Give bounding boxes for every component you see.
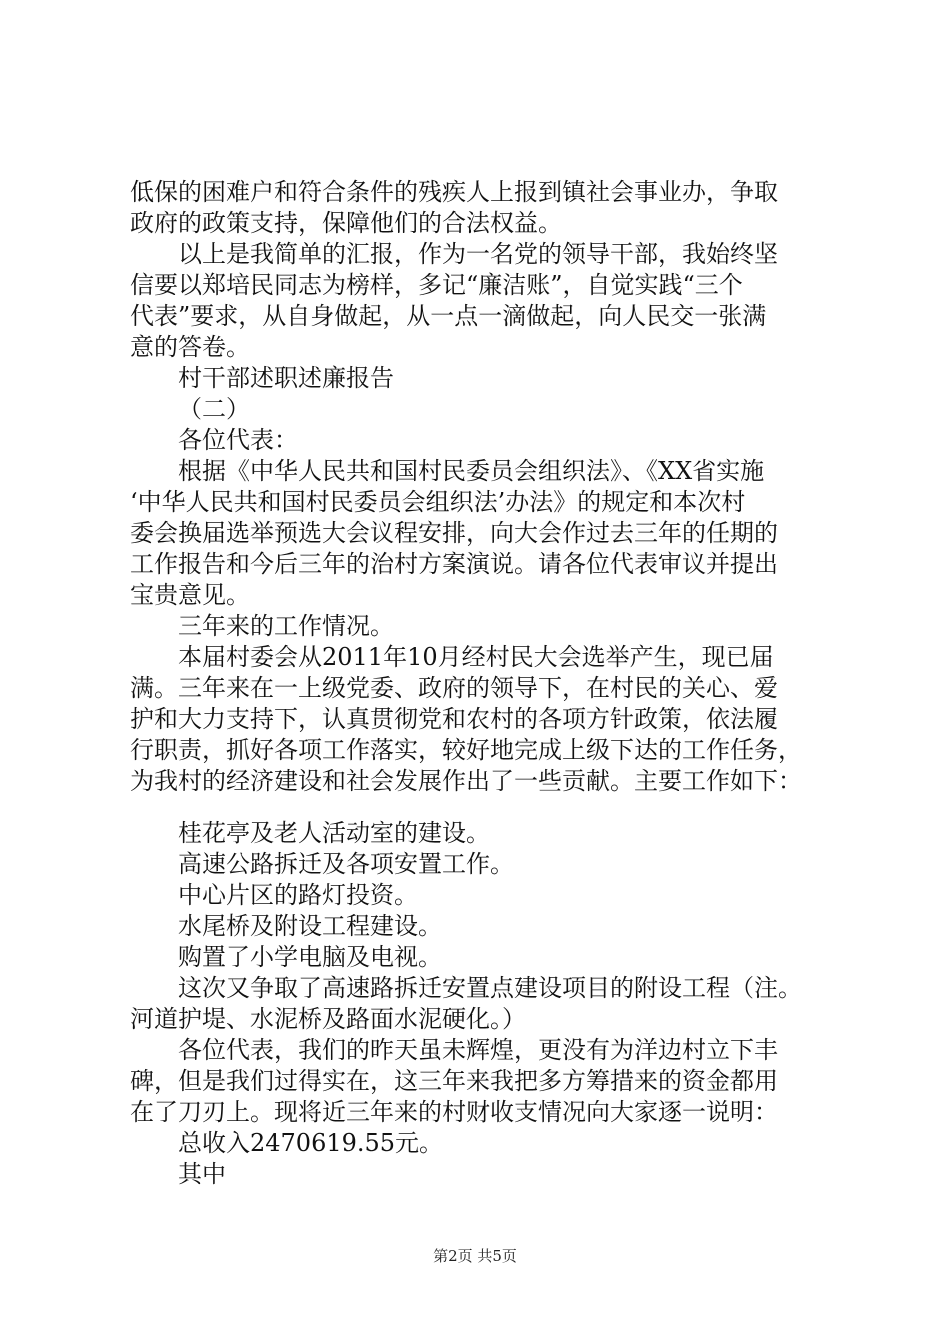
text-line-12: 委会换届选举预选大会议程安排，向大会作过去三年的任期的 — [130, 519, 778, 547]
text-line-22: 高速公路拆迁及各项安置工作。 — [178, 850, 514, 878]
text-line-28: 各位代表，我们的昨天虽未辉煌，更没有为洋边村立下丰 — [178, 1036, 778, 1064]
text-line-2: 政府的政策支持，保障他们的合法权益。 — [130, 209, 562, 237]
text-line-4: 信要以郑培民同志为榜样，多记“廉洁账”，自觉实践“三个 — [130, 271, 743, 299]
text-line-23: 中心片区的路灯投资。 — [178, 881, 418, 909]
text-line-7: 村干部述职述廉报告 — [178, 364, 394, 392]
text-line-1: 低保的困难户和符合条件的残疾人上报到镇社会事业办，争取 — [130, 178, 778, 206]
text-line-10: 根据《中华人民共和国村民委员会组织法》、《XX省实施 — [178, 457, 765, 485]
text-line-3: 以上是我简单的汇报，作为一名党的领导干部，我始终坚 — [178, 240, 778, 268]
text-line-13: 工作报告和今后三年的治村方案演说。请各位代表审议并提出 — [130, 550, 778, 578]
text-line-18: 护和大力支持下，认真贯彻党和农村的各项方针政策，依法履 — [130, 705, 778, 733]
text-line-9: 各位代表： — [178, 426, 298, 454]
text-line-19: 行职责，抓好各项工作落实，较好地完成上级下达的工作任务， — [130, 736, 802, 764]
text-line-6: 意的答卷。 — [130, 333, 250, 361]
text-line-25: 购置了小学电脑及电视。 — [178, 943, 442, 971]
text-line-21: 桂花亭及老人活动室的建设。 — [178, 819, 490, 847]
text-line-32: 其中 — [178, 1160, 226, 1188]
text-line-11: ‘中华人民共和国村民委员会组织法’办法》的规定和本次村 — [130, 488, 746, 516]
text-line-8: （二） — [178, 395, 250, 423]
text-line-14: 宝贵意见。 — [130, 581, 250, 609]
text-line-17: 满。三年来在一上级党委、政府的领导下，在村民的关心、爱 — [130, 674, 778, 702]
text-line-24: 水尾桥及附设工程建设。 — [178, 912, 442, 940]
text-line-31: 总收入2470619.55元。 — [178, 1129, 444, 1157]
page-footer: 第2页 共5页 — [433, 1247, 517, 1265]
text-line-30: 在了刀刃上。现将近三年来的村财收支情况向大家逐一说明： — [130, 1098, 778, 1126]
text-line-15: 三年来的工作情况。 — [178, 612, 394, 640]
text-line-27: 河道护堤、水泥桥及路面水泥硬化。） — [130, 1005, 526, 1033]
text-line-16: 本届村委会从2011年10月经村民大会选举产生，现已届 — [178, 643, 774, 671]
text-line-5: 代表”要求，从自身做起，从一点一滴做起，向人民交一张满 — [130, 302, 767, 330]
text-line-29: 碑，但是我们过得实在，这三年来我把多方筹措来的资金都用 — [130, 1067, 778, 1095]
text-line-20: 为我村的经济建设和社会发展作出了一些贡献。主要工作如下： — [130, 767, 802, 795]
text-line-26: 这次又争取了高速路拆迁安置点建设项目的附设工程（注。 — [178, 974, 802, 1002]
